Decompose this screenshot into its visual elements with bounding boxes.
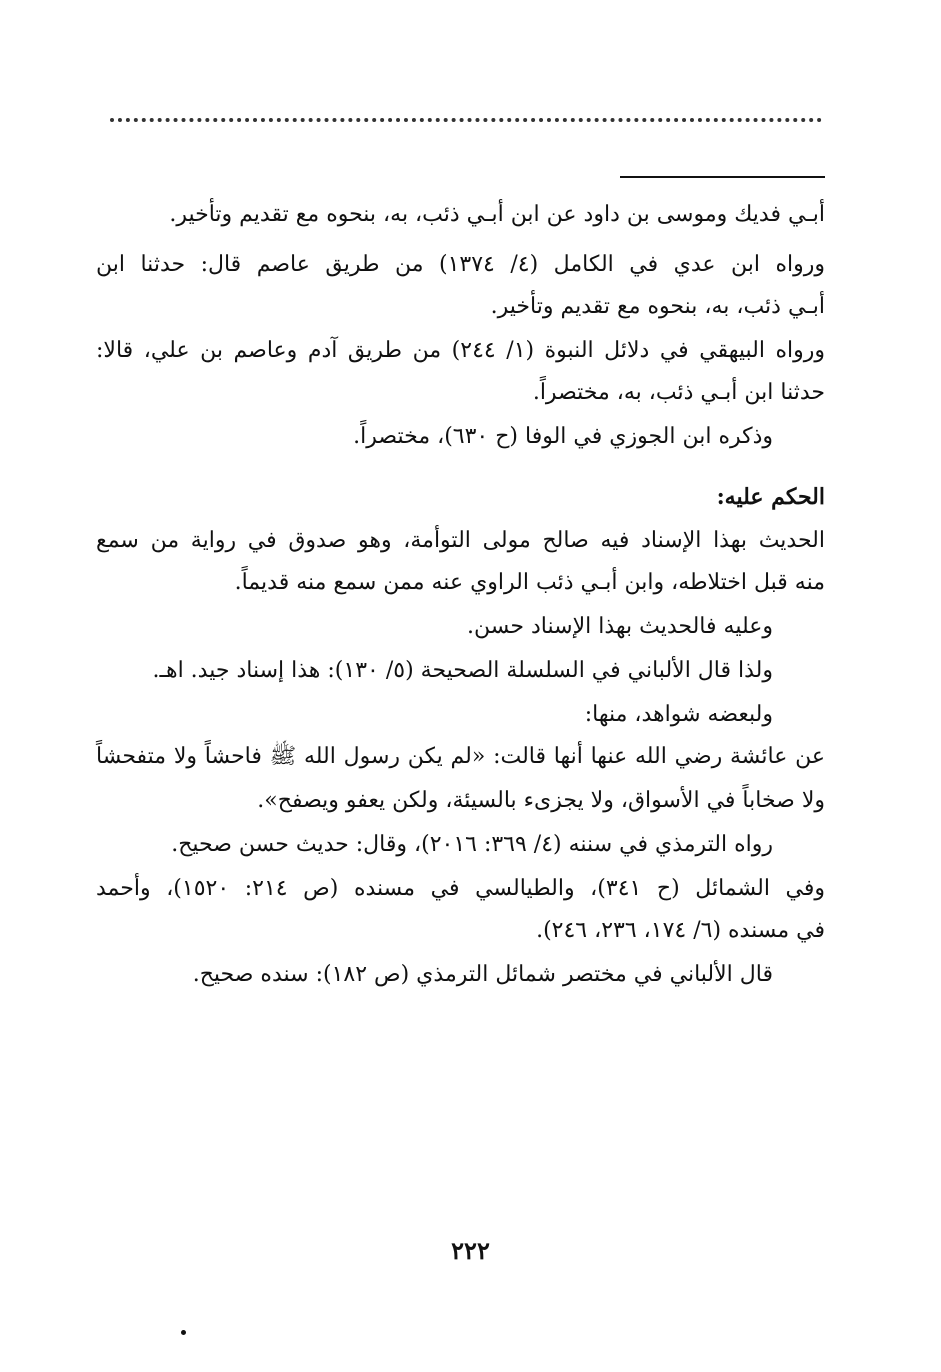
- paragraph-line: ولبعضه شواهد، منها:: [584, 702, 773, 727]
- footnote-line: وذكره ابن الجوزي في الوفا (ح ٦٣٠)، مختصراً.: [353, 424, 773, 449]
- section-heading: الحكم عليه:: [716, 484, 825, 510]
- paragraph-line: عن عائشة رضي الله عنها أنها قالت: «لم يكن رسول الله ﷺ فاحشاً ولا متفحشاً: [96, 744, 825, 769]
- paragraph-line: وفي الشمائل (ح ٣٤١)، والطيالسي في مسنده (ص ٢١٤: ١٥٢٠)، وأحمد: [96, 876, 825, 901]
- footnote-line: أبـي فديك وموسى بن داود عن ابن أبـي ذئب، به، بنحوه مع تقديم وتأخير.: [169, 202, 825, 227]
- paragraph-line: وعليه فالحديث بهذا الإسناد حسن.: [467, 614, 773, 639]
- footnote-line: ورواه ابن عدي في الكامل (٤/ ١٣٧٤) من طريق عاصم قال: حدثنا ابن: [96, 252, 826, 277]
- paragraph-line: ولا صخاباً في الأسواق، ولا يجزىء بالسيئة، ولكن يعفو ويصفح».: [257, 788, 825, 813]
- paragraph-line: منه قبل اختلاطه، وابن أبـي ذئب الراوي عنه ممن سمع منه قديماً.: [234, 570, 825, 595]
- page-number: ٢٢٢: [451, 1236, 490, 1265]
- paragraph-line: في مسنده (٦/ ١٧٤، ٢٣٦، ٢٤٦).: [536, 918, 825, 943]
- paragraph-line: ولذا قال الألباني في السلسلة الصحيحة (٥/ ١٣٠): هذا إسناد جيد. اهـ.: [152, 658, 773, 683]
- footnote-line: أبـي ذئب، به، بنحوه مع تقديم وتأخير.: [490, 294, 825, 319]
- footnote-line: ورواه البيهقي في دلائل النبوة (١/ ٢٤٤) من طريق آدم وعاصم بن علي، قالا:: [96, 338, 826, 363]
- paragraph-line: قال الألباني في مختصر شمائل الترمذي (ص ١٨٢): سنده صحيح.: [192, 962, 773, 987]
- footnote-rule: [620, 176, 825, 178]
- scan-speck: [181, 1330, 186, 1335]
- dotted-separator: [110, 118, 822, 132]
- footnote-line: حدثنا ابن أبـي ذئب، به، مختصراً.: [532, 380, 825, 405]
- paragraph-line: الحديث بهذا الإسناد فيه صالح مولى التوأمة، وهو صدوق في رواية من سمع: [96, 528, 825, 553]
- paragraph-line: رواه الترمذي في سننه (٤/ ٣٦٩: ٢٠١٦)، وقال: حديث حسن صحيح.: [171, 832, 773, 857]
